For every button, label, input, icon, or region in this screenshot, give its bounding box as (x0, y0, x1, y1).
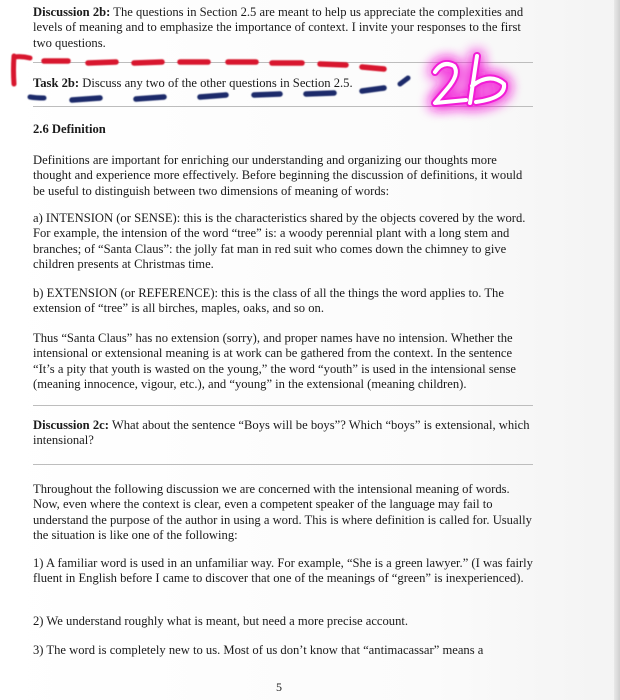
discussion-2b-label: Discussion 2b: (33, 5, 111, 19)
intension-paragraph: a) INTENSION (or SENSE): this is the characteristics shared by the objects covered by the word. For example, the intension of the word “tree” is: a woody perennial plant with a long stem and branches; of “Santa Claus”: the jolly fat man in red suit who comes down the chimney to give children presents at Christmas time. (33, 211, 526, 272)
divider-line (33, 464, 533, 465)
list-item-3: 3) The word is completely new to us. Most of us don’t know that “antimacassar” means a (33, 643, 484, 657)
page-edge-shadow (614, 0, 620, 700)
divider-line (33, 405, 533, 406)
discussion-2c-label: Discussion 2c: (33, 418, 109, 432)
intensional-discussion-paragraph: Throughout the following discussion we are concerned with the intensional meaning of words. Now, even where the context is clear, even a competent speaker of the language may fail to understand the purpose of the author in using a word. This is where definition is called for. Usually the situation is like one of the following: (33, 482, 532, 543)
list-item-1: 1) A familiar word is used in an unfamiliar way. For example, “She is a green lawyer.” (I was fairly fluent in English before I came to discover that one of the meanings of “green” is inexperienced). (33, 556, 533, 586)
divider-line (33, 106, 533, 107)
definition-intro-paragraph: Definitions are important for enriching our understanding and organizing our thoughts more thought and experience more effectively. Before beginning the discussion of definitions, it would be useful to distinguish between two dimensions of meaning of words: (33, 153, 523, 198)
task-2b-label: Task 2b: (33, 76, 80, 90)
discussion-2c-text: What about the sentence “Boys will be boys”? Which “boys” is extensional, which intensional? (33, 418, 530, 448)
divider-line (33, 62, 533, 63)
task-2b-text: Discuss any two of the other questions in Section 2.5. (79, 76, 353, 90)
context-paragraph: Thus “Santa Claus” has no extension (sorry), and proper names have no intension. Whether the intensional or extensional meaning is at work can be gathered from the context. In the sentence “It’s a pity that youth is wasted on the young,” the word “youth” is used in the intensional sense (meaning innocence, vigour, etc.), and “young” in the extensional (meaning children). (33, 331, 517, 392)
page-number: 5 (276, 680, 282, 694)
discussion-2b-paragraph (33, 5, 533, 51)
extension-paragraph: b) EXTENSION (or REFERENCE): this is the class of all the things the word applies to. The extension of “tree” is all birches, maples, oaks, and so on. (33, 286, 504, 316)
section-heading: 2.6 Definition (33, 122, 106, 136)
discussion-2b-text: The questions in Section 2.5 are meant to help us appreciate the complexities and levels of meaning and to emphasize the importance of context. I invite your responses to the first two questions. (33, 5, 524, 50)
list-item-2: 2) We understand roughly what is meant, but need a more precise account. (33, 614, 409, 628)
discussion-2c-paragraph (33, 418, 533, 449)
task-2b-paragraph (33, 76, 533, 91)
